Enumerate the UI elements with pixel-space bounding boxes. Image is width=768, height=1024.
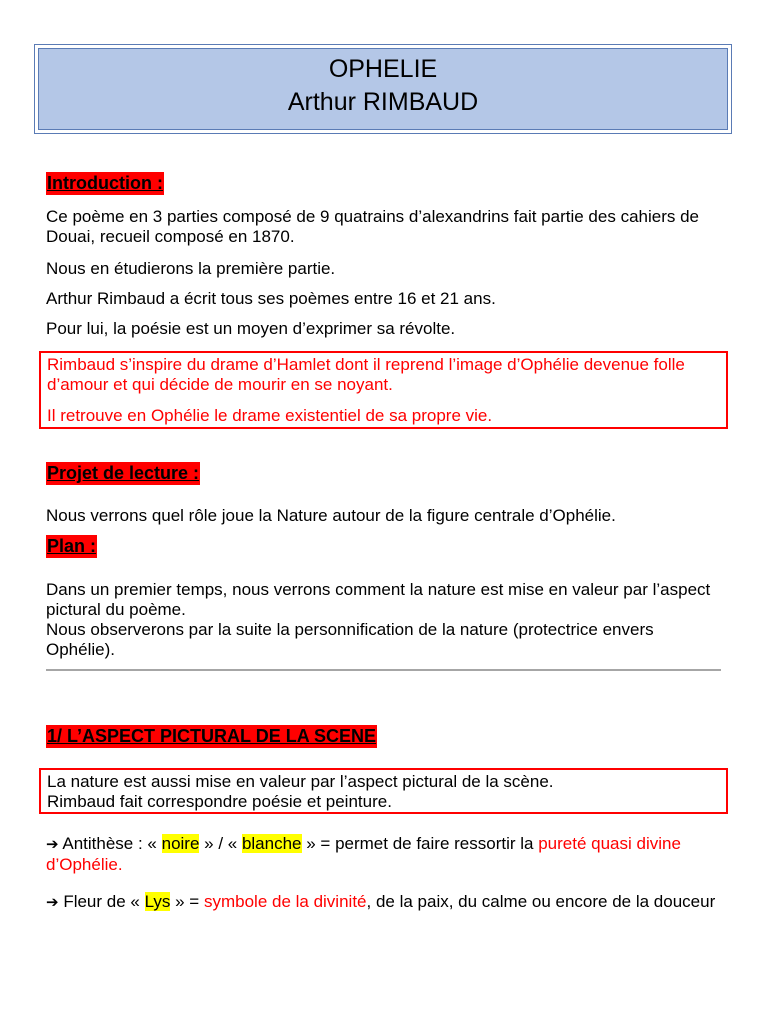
antithese-separator: » / « <box>199 834 242 853</box>
lys-red-text: symbole de la divinité <box>203 892 367 911</box>
arrow-right-icon: ➔ <box>46 894 59 911</box>
intro-paragraph-3: Arthur Rimbaud a écrit tous ses poèmes entre 16 et 21 ans. <box>46 289 496 308</box>
section-divider <box>46 669 721 671</box>
intro-callout-box <box>39 351 728 429</box>
callout-text-1: Rimbaud s’inspire du drame d’Hamlet dont il reprend l’image d’Ophélie devenue folle d’amour et qui décide de mourir en se noyant. <box>47 355 685 394</box>
bullet-antithese <box>46 834 726 875</box>
title-box <box>34 44 732 134</box>
intro-paragraph-4: Pour lui, la poésie est un moyen d’exprimer sa révolte. <box>46 319 456 338</box>
antithese-explanation: » = permet de faire ressortir la <box>301 834 539 853</box>
callout-text-2: Il retrouve en Ophélie le drame existentiel de sa propre vie. <box>47 406 493 425</box>
bullet-lys <box>46 892 726 913</box>
intro-paragraph-2: Nous en étudierons la première partie. <box>46 259 336 278</box>
antithese-label: Antithèse : « <box>62 834 162 853</box>
section1-box-line-2: Rimbaud fait correspondre poésie et peinture. <box>47 792 392 811</box>
intro-paragraph-1: Ce poème en 3 parties composé de 9 quatrains d’alexandrins fait partie des cahiers de Douai, recueil composé en 1870. <box>46 207 699 246</box>
lys-explanation: , de la paix, du calme ou encore de la douceur <box>366 892 716 911</box>
antithese-red-text: pureté quasi divine d’Ophélie. <box>46 834 681 874</box>
section1-box-line-1: La nature est aussi mise en valeur par l’aspect pictural de la scène. <box>47 772 554 791</box>
lys-separator: » = <box>170 892 204 911</box>
plan-line-2: Nous observerons par la suite la personnification de la nature (protectrice envers Ophélie). <box>46 620 654 659</box>
projet-heading: Projet de lecture : <box>47 463 200 483</box>
introduction-heading: Introduction : <box>47 173 163 193</box>
highlight-blanche: blanche <box>241 834 302 853</box>
section1-heading: 1/ L’ASPECT PICTURAL DE LA SCENE <box>47 726 377 746</box>
highlight-lys: Lys <box>144 892 171 911</box>
projet-text: Nous verrons quel rôle joue la Nature autour de la figure centrale d’Ophélie. <box>46 506 616 525</box>
section1-callout-box <box>39 768 728 814</box>
title-banner <box>38 48 728 130</box>
plan-line-1: Dans un premier temps, nous verrons comment la nature est mise en valeur par l’aspect pictural du poème. <box>46 580 711 619</box>
lys-label: Fleur de « <box>63 892 145 911</box>
poem-title: OPHELIE <box>328 55 438 83</box>
arrow-right-icon: ➔ <box>46 836 59 853</box>
highlight-noire: noire <box>161 834 200 853</box>
plan-heading: Plan : <box>47 536 97 556</box>
author-name: Arthur RIMBAUD <box>287 88 479 116</box>
